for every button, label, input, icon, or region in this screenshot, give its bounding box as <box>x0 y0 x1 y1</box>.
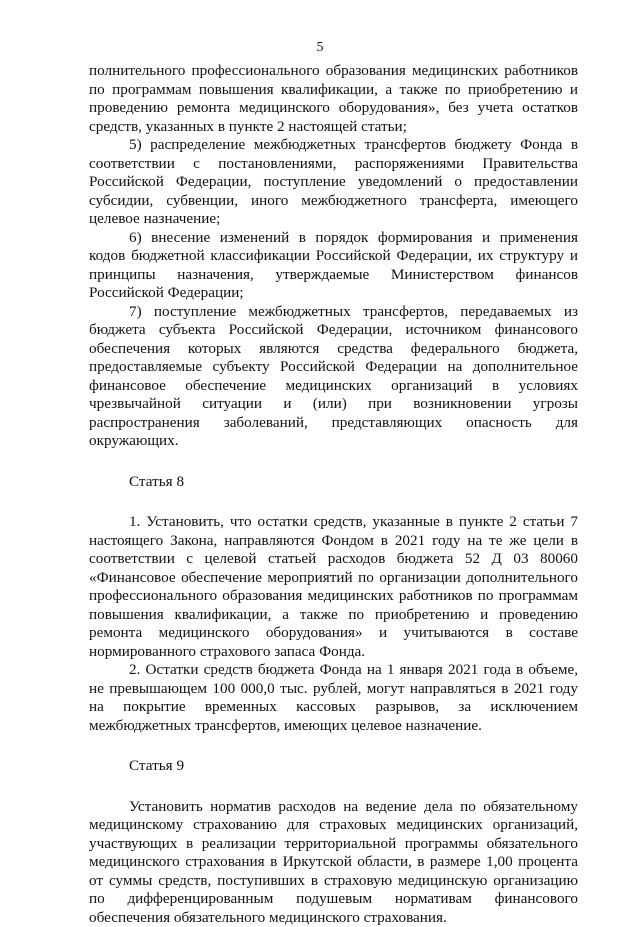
article-8-item-2: 2. Остатки средств бюджета Фонда на 1 января 2021 года в объеме, не превышающем 100 000,0 тыс. рублей, могут направляться в 2021 году на покрытие временных кассовых разрывов, за исключением межбюджетных трансфертов, имеющих целевое назначение. <box>89 661 578 735</box>
page-number: 5 <box>0 40 640 56</box>
article-9-text: Установить норматив расходов на ведение дела по обязательному медицинскому страхованию для страховых медицинских организаций, участвующих в реализации территориальной программы обязательного медицинского страхования в Иркутской области, в размере 1,00 процента от суммы средств, поступивших в страховую медицинскую организацию по дифференцированным подушевым нормативам финансового обеспечения обязательного медицинского страхования. <box>89 798 578 927</box>
paragraph-item-6: 6) внесение изменений в порядок формирования и применения кодов бюджетной классификации Российской Федерации, их структуру и принципы назначения, утверждаемые Министерством финансов Российской Федерации; <box>89 229 578 303</box>
paragraph-continuation: полнительного профессионального образования медицинских работников по программам повышения квалификации, а также по приобретению и проведению ремонта медицинского оборудования», без учета остатков средств, указанных в пункте 2 настоящей статьи; <box>89 62 578 136</box>
article-8-item-1: 1. Установить, что остатки средств, указанные в пункте 2 статьи 7 настоящего Закона, направляются Фондом в 2021 году на те же цели в соответствии с целевой статьей расходов бюджета 52 Д 03 80060 «Финансовое обеспечение мероприятий по организации дополнительного профессионального образования медицинских работников по программам повышения квалификации, а также по приобретению и проведению ремонта медицинского оборудования» и учитываются в составе нормированного страхового запаса Фонда. <box>89 513 578 661</box>
paragraph-item-5: 5) распределение межбюджетных трансфертов бюджету Фонда в соответствии с постановлениями, распоряжениями Правительства Российской Федерации, поступление уведомлений о предоставлении субсидии, субвенции, иного межбюджетного трансферта, имеющего целевое назначение; <box>89 136 578 229</box>
article-9-heading: Статья 9 <box>89 757 578 776</box>
paragraph-item-7: 7) поступление межбюджетных трансфертов, передаваемых из бюджета субъекта Российской Федерации, источником финансового обеспечения которых являются средства федерального бюджета, предоставляемые субъекту Российской Федерации на дополнительное финансовое обеспечение медицинских организаций в условиях чрезвычайной ситуации и (или) при возникновении угрозы распространения заболеваний, представляющих опасность для окружающих. <box>89 303 578 451</box>
article-8-heading: Статья 8 <box>89 473 578 492</box>
document-body <box>89 62 578 927</box>
